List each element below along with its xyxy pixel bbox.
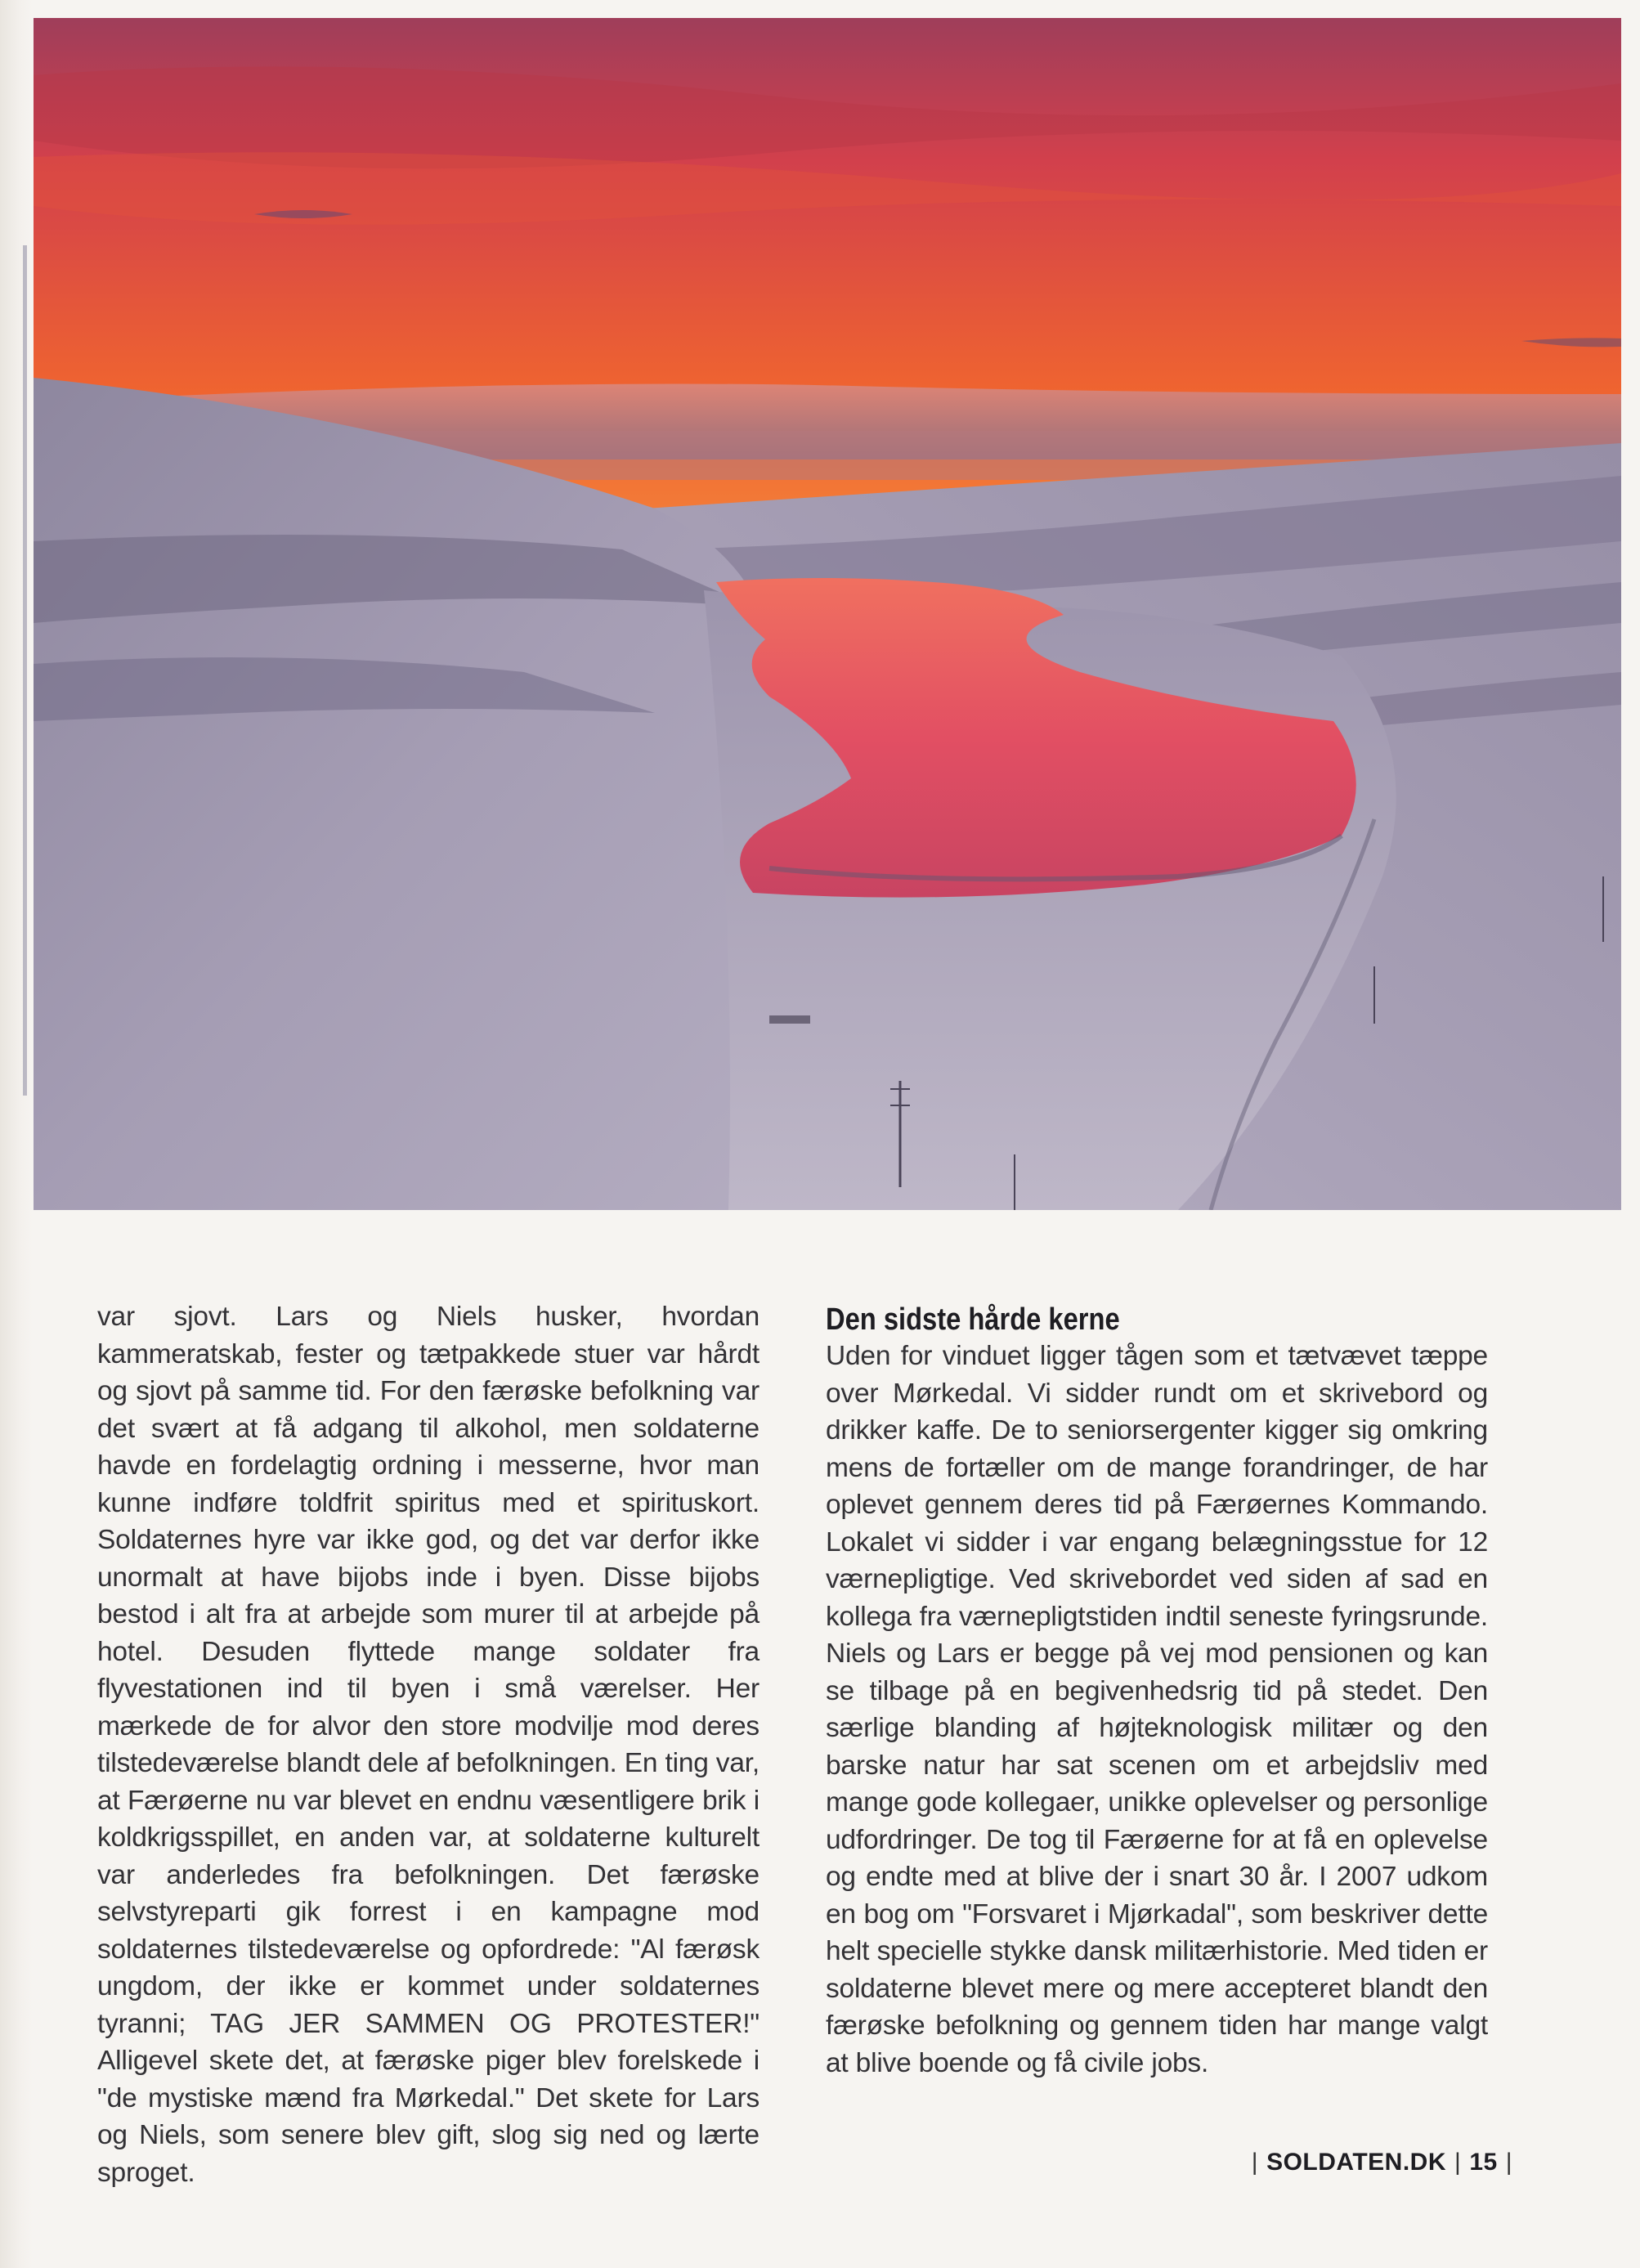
left-column-text: var sjovt. Lars og Niels husker, hvordan kammeratskab, fester og tætpakkede stuer var hårdt og sjovt på samme tid. For den færøske befolkning var det svært at få adgang til alkohol, men soldaterne havde en fordelagtig ordning i messerne, hvor man kunne indføre toldfrit spiritus med et spirituskort. Soldaternes hyre var ikke god, og det var derfor ikke unormalt at have bijobs inde i byen. Disse bijobs bestod i alt fra at arbejde som murer til at arbejde på hotel. Desuden flyttede mange soldater fra flyvestationen ind til byen i små værelser. Her mærkede de for alvor den store modvilje mod deres tilstedeværelse blandt dele af befolkningen. En ting var, at Færøerne nu var blevet en endnu væsentligere brik i koldkrigsspillet, en anden var, at soldaterne kulturelt var anderledes fra befolkningen. Det færøske selvstyreparti gik forrest i en kampagne mod soldaternes tilstedeværelse og opfordrede: "Al færøsk ungdom, der ikke er kommet under soldaternes tyranni; TAG JER SAMMEN OG PROTESTER!" Alligevel skete det, at færøske piger blev forelskede i "de mystiske mænd fra Mørkedal." Det skete for Lars og Niels, som senere blev gift, slog sig ned og lærte sproget. [97,1302,760,2188]
left-column [97,1298,760,2191]
right-column [826,1298,1488,2082]
footer-divider-icon: | [1505,2149,1512,2176]
binding-edge [0,0,33,2268]
page-number: 15 [1469,2149,1498,2176]
section-heading: Den sidste hårde kerne [826,1302,1120,1337]
sunset-fjord-photo [34,18,1621,1210]
publication-name: SOLDATEN.DK [1266,2149,1447,2176]
sunset-fjord-illustration [34,18,1621,1210]
binding-line [23,245,27,1096]
right-column-text: Uden for vinduet ligger tågen som et tætvævet tæppe over Mørkedal. Vi sidder rundt om et skrivebord og drikker kaffe. De to seniorsergenter kigger sig omkring mens de fortæller om de mange forandringer, de har oplevet gennem deres tid på Færøernes Kommando. Lokalet vi sidder i var engang belægningsstue for 12 værnepligtige. Ved skrivebordet ved siden af sad en kollega fra værnepligtstiden indtil seneste fyringsrunde. Niels og Lars er begge på vej mod pensionen og kan se tilbage på en begivenhedsrig tid på stedet. Den særlige blanding af højteknologisk militær og den barske natur har sat scenen om et arbejdsliv med mange gode kollegaer, unikke oplevelser og personlige udfordringer. De tog til Færøerne for at få en oplevelse og endte med at blive der i snart 30 år. I 2007 udkom en bog om "Forsvaret i Mjørkadal", som beskriver dette helt specielle stykke dansk militærhistorie. Med tiden er soldaterne blevet mere og mere accepteret blandt den færøske befolkning og gennem tiden har mange valgt at blive boende og få civile jobs. [826,1341,1488,2078]
footer-divider-icon: | [1251,2149,1259,2176]
page-footer [1252,2149,1512,2176]
footer-divider-icon: | [1454,2149,1462,2176]
